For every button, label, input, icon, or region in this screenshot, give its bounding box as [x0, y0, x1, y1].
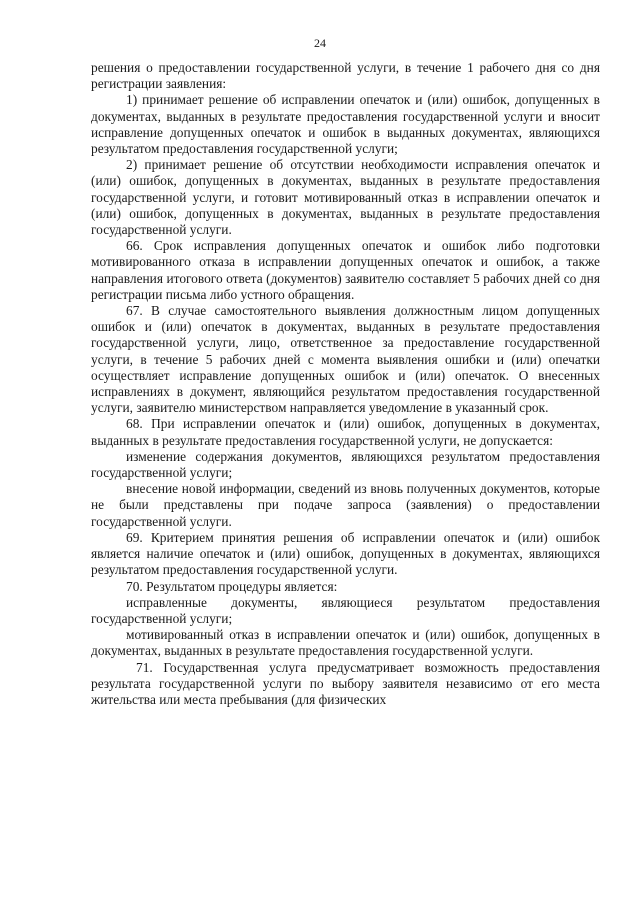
paragraph-68-item-2: внесение новой информации, сведений из вновь полученных документов, которые не были представлены при подаче запроса (заявления) о предоставлении государственной услуги.	[91, 481, 600, 529]
paragraph-67: 67. В случае самостоятельного выявления должностным лицом допущенных ошибок и (или) опечаток в документах, выданных в результате предоставления государственной услуги, лицо, ответственное за предоставление государственной услуги, в течение 5 рабочих дней с момента выявления ошибки и (или) опечатки осуществляет исправление допущенных ошибок и (или) опечаток. О внесенных исправлениях в документ, являющийся результатом предоставления государственной услуги, заявителю министерством направляется уведомление в указанный срок.	[91, 303, 600, 416]
paragraph-66: 66. Срок исправления допущенных опечаток и ошибок либо подготовки мотивированного отказа в исправлении допущенных опечаток и ошибок, а также направления итогового ответа (документов) заявителю составляет 5 рабочих дней со дня регистрации письма либо устного обращения.	[91, 238, 600, 302]
page-number: 24	[314, 36, 326, 50]
paragraph-item-2: 2) принимает решение об отсутствии необходимости исправления опечаток и (или) ошибок, допущенных в документах, выданных в результате предоставления государственной услуги, и готовит мотивированный отказ в исправлении опечаток и (или) ошибок, допущенных в документах, выданных в результате предоставления государственной услуги.	[91, 157, 600, 238]
paragraph-70-item-1: исправленные документы, являющиеся результатом предоставления государственной услуги;	[91, 594, 600, 626]
paragraph-70: 70. Результатом процедуры является:	[126, 578, 338, 594]
paragraph-68: 68. При исправлении опечаток и (или) ошибок, допущенных в документах, выданных в результате предоставления государственной услуги, не допускается:	[91, 416, 600, 448]
paragraph-item-1: 1) принимает решение об исправлении опечаток и (или) ошибок, допущенных в документах, выданных в результате предоставления государственной услуги и вносит исправление допущенных опечаток и ошибок в выданных документах, являющихся результатом предоставления государственной услуги;	[91, 92, 600, 157]
paragraph-68-item-1: изменение содержания документов, являющихся результатом предоставления государственной услуги;	[91, 448, 600, 481]
document-body	[91, 60, 600, 708]
paragraph-71: 71. Государственная услуга предусматривает возможность предоставления результата государственной услуги по выбору заявителя независимо от его места жительства или места пребывания (для физических	[91, 659, 600, 707]
paragraph-69: 69. Критерием принятия решения об исправлении опечаток и (или) ошибок является наличие опечаток и (или) ошибок, допущенных в документах, являющихся результатом предоставления государственной услуги.	[91, 529, 600, 578]
paragraph-continuation: решения о предоставлении государственной услуги, в течение 1 рабочего дня со дня регистрации заявления:	[91, 60, 600, 92]
paragraph-70-item-2: мотивированный отказ в исправлении опечаток и (или) ошибок, допущенных в документах, выданных в результате предоставления государственной услуги.	[91, 627, 600, 659]
